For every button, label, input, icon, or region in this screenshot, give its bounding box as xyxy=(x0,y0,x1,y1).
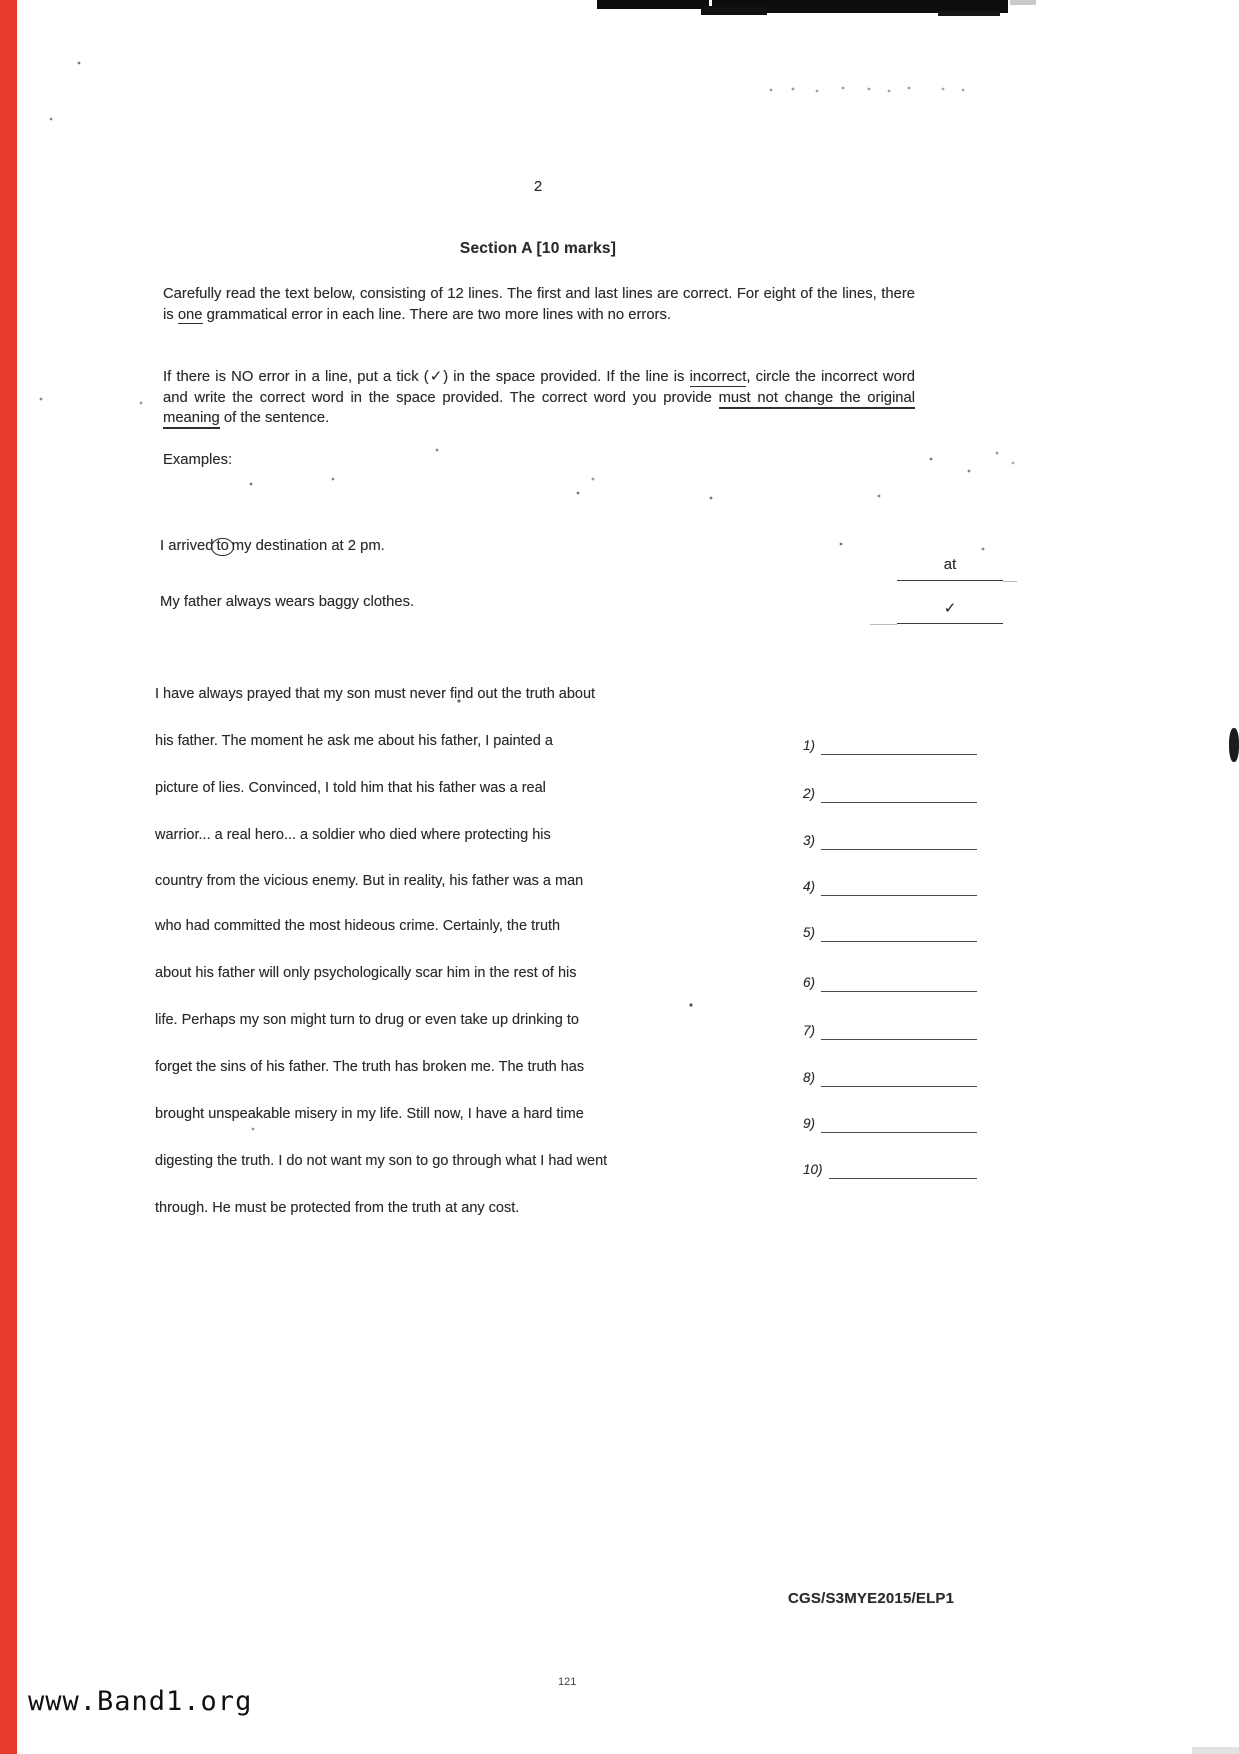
website-watermark: www.Band1.org xyxy=(28,1686,253,1717)
page-number: 2 xyxy=(533,178,543,195)
passage-line-7: about his father will only psychologically scar him in the rest of his xyxy=(155,965,577,981)
instructions-p1-underlined-word: one xyxy=(177,306,203,323)
example-sentence-1 xyxy=(160,538,385,556)
scan-artifact-segment xyxy=(938,11,1000,16)
answer-blank-row-10 xyxy=(803,1158,977,1179)
instructions-p2-underlined-word: incorrect xyxy=(689,369,747,385)
blank-number-9: 9) xyxy=(803,1116,816,1131)
answer-blank-line-3 xyxy=(821,833,977,850)
example-sentence-2: My father always wears baggy clothes. xyxy=(160,594,415,610)
instructions-paragraph-2 xyxy=(163,367,915,429)
scan-noise-specks xyxy=(0,0,2,2)
example2-answer-line xyxy=(897,599,1003,624)
section-title: Section A [10 marks] xyxy=(459,240,617,257)
answer-blank-row-7 xyxy=(803,1019,977,1040)
passage-line-2: his father. The moment he ask me about his father, I painted a xyxy=(155,733,553,749)
scan-artifact-segment xyxy=(1010,0,1036,5)
blank-number-1: 1) xyxy=(803,738,816,753)
passage-line-5: country from the vicious enemy. But in reality, his father was a man xyxy=(155,873,584,889)
example1-answer-line xyxy=(897,556,1003,581)
example2-answer-tick-icon: ✓ xyxy=(943,600,957,617)
example1-answer-text: at xyxy=(943,556,957,573)
passage-line-4: warrior... a real hero... a soldier who died where protecting his xyxy=(155,827,551,843)
passage-line-1: I have always prayed that my son must never find out the truth about xyxy=(155,686,596,702)
scan-artifact-bottom-corner xyxy=(1192,1747,1239,1754)
passage-line-10: brought unspeakable misery in my life. Still now, I have a hard time xyxy=(155,1106,584,1122)
blank-number-6: 6) xyxy=(803,975,816,990)
instructions-p1-text-a: Carefully read the text below, consisting of 12 lines. The first and last lines are correct. For eight of the lines, there is xyxy=(163,286,915,323)
passage-line-12: through. He must be protected from the truth at any cost. xyxy=(155,1200,520,1216)
binding-edge-strip xyxy=(0,0,17,1754)
answer-blank-line-1 xyxy=(821,738,977,755)
example1-text-pre: I arrived xyxy=(160,538,214,554)
answer-blank-line-8 xyxy=(821,1070,977,1087)
passage-line-6: who had committed the most hideous crime. Certainly, the truth xyxy=(155,918,561,934)
answer-blank-row-8 xyxy=(803,1066,977,1087)
blank-number-10: 10) xyxy=(803,1162,823,1177)
answer-blank-row-1 xyxy=(803,734,977,755)
passage-line-9: forget the sins of his father. The truth has broken me. The truth has xyxy=(155,1059,585,1075)
answer-blank-line-7 xyxy=(821,1023,977,1040)
blank-number-8: 8) xyxy=(803,1070,816,1085)
instructions-p1-text-b: grammatical error in each line. There are two more lines with no errors. xyxy=(202,306,671,323)
blank-number-3: 3) xyxy=(803,833,816,848)
answer-blank-row-4 xyxy=(803,875,977,896)
instructions-p2-text-a: If there is NO error in a line, put a tick (✓) in the space provided. If the line is xyxy=(163,369,690,385)
answer-blank-line-10 xyxy=(829,1162,977,1179)
answer-line-faint-extension xyxy=(870,624,897,625)
instructions-paragraph-1 xyxy=(163,284,915,325)
blank-number-2: 2) xyxy=(803,786,816,801)
answer-blank-line-5 xyxy=(821,925,977,942)
scan-artifact-segment xyxy=(597,0,709,9)
answer-blank-line-9 xyxy=(821,1116,977,1133)
passage-line-11: digesting the truth. I do not want my son to go through what I had went xyxy=(155,1153,608,1169)
passage-line-8: life. Perhaps my son might turn to drug or even take up drinking to xyxy=(155,1012,579,1028)
blank-number-7: 7) xyxy=(803,1023,816,1038)
blank-number-5: 5) xyxy=(803,925,816,940)
answer-blank-row-2 xyxy=(803,782,977,803)
example1-text-post: my destination at 2 pm. xyxy=(231,538,385,554)
document-code: CGS/S3MYE2015/ELP1 xyxy=(788,1590,955,1607)
answer-line-faint-extension xyxy=(1003,581,1017,582)
answer-blank-row-5 xyxy=(803,921,977,942)
instructions-p2-underlined-phrase: must not change the original meaning xyxy=(163,390,915,430)
circled-error-word: to xyxy=(211,538,233,556)
examples-heading: Examples: xyxy=(163,452,233,468)
answer-blank-row-6 xyxy=(803,971,977,992)
scan-artifact-right-edge xyxy=(1229,728,1239,762)
answer-blank-row-3 xyxy=(803,829,977,850)
answer-blank-row-9 xyxy=(803,1112,977,1133)
instructions-p2-text-b: , circle the incorrect word and write the correct word in the space provided. The correct word you provide xyxy=(163,369,915,406)
instructions-p2-text-c: of the sentence. xyxy=(219,410,330,426)
answer-blank-line-2 xyxy=(821,786,977,803)
scan-artifact-segment xyxy=(701,6,767,15)
passage-line-3: picture of lies. Convinced, I told him that his father was a real xyxy=(155,780,546,796)
blank-number-4: 4) xyxy=(803,879,816,894)
answer-blank-line-6 xyxy=(821,975,977,992)
small-page-reference: 121 xyxy=(558,1676,577,1688)
answer-blank-line-4 xyxy=(821,879,977,896)
